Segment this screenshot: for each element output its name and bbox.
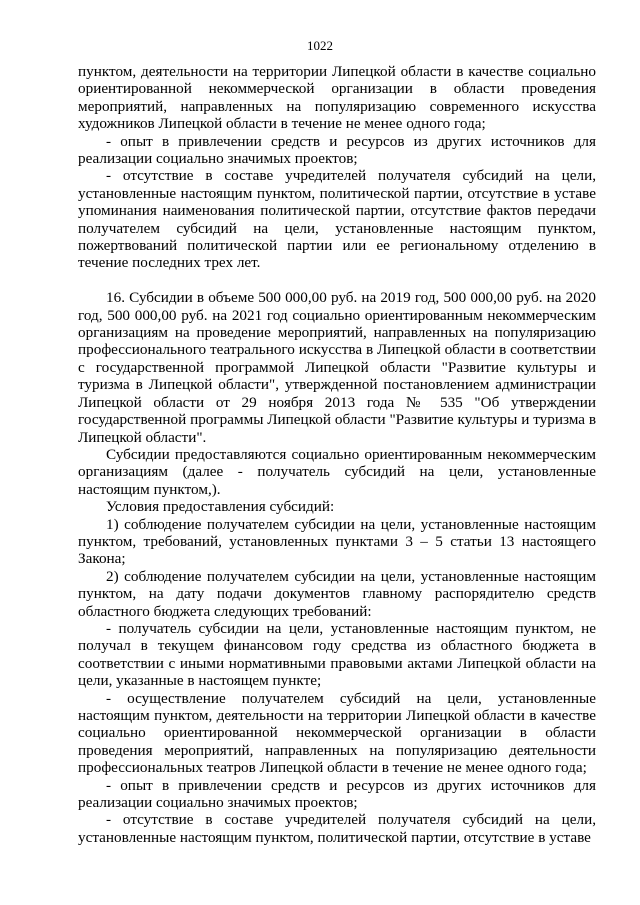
paragraph-5: Субсидии предоставляются социально ориентированным некоммерческим организациям (далее - получатель субсидий на цели, установленные настоящим пунктом,). <box>78 445 596 498</box>
paragraph-12: - отсутствие в составе учредителей получателя субсидий на цели, установленные настоящим пунктом, политической партии, отсутствие в уставе <box>78 811 596 846</box>
paragraph-6: Условия предоставления субсидий: <box>106 498 335 516</box>
paragraph-11: - опыт в привлечении средств и ресурсов из других источников для реализации социально значимых проектов; <box>78 776 596 812</box>
paragraph-8: 2) соблюдение получателем субсидии на цели, установленные настоящим пунктом, на дату подачи документов главному распорядителю средств областного бюджета следующих требований: <box>78 567 596 620</box>
paragraph-3: - отсутствие в составе учредителей получателя субсидий на цели, установленные настоящим пунктом, политической партии, отсутствие в уставе упоминания наименования политической партии, отсутствие фактов передачи получателем субсидий на цели, установленные настоящим пунктом, пожертвований политической партии или ее региональному отделению в течение последних трех лет. <box>78 167 596 272</box>
paragraph-7: 1) соблюдение получателем субсидии на цели, установленные настоящим пунктом, требований, установленных пунктами 3 – 5 статьи 13 настоящего Закона; <box>78 515 596 568</box>
document-body <box>78 63 596 846</box>
paragraph-10: - осуществление получателем субсидий на цели, установленные настоящим пунктом, деятельности на территории Липецкой области в качестве социально ориентированной некоммерческой организации в области проведения мероприятий, направленных на популяризацию деятельности профессиональных театров Липецкой области в течение не менее одного года; <box>78 689 596 777</box>
paragraph-section-16: 16. Субсидии в объеме 500 000,00 руб. на 2019 год, 500 000,00 руб. на 2020 год, 500 000,00 руб. на 2021 год социально ориентированным некоммерческим организациям на проведение мероприятий, направленных на популяризацию профессионального театрального искусства в Липецкой области в соответствии с государственной программой Липецкой области "Развитие культуры и туризма в Липецкой области", утвержденной постановлением администрации Липецкой области от 29 ноября 2013 года № 535 "Об утверждении государственной программы Липецкой области "Развитие культуры и туризма в Липецкой области". <box>78 289 596 446</box>
paragraph-9: - получатель субсидии на цели, установленные настоящим пунктом, не получал в текущем финансовом году средства из областного бюджета в соответствии с иными нормативными правовыми актами Липецкой области на цели, указанные в настоящем пункте; <box>78 619 596 690</box>
paragraph-2: - опыт в привлечении средств и ресурсов из других источников для реализации социально значимых проектов; <box>78 132 596 168</box>
paragraph-1: пунктом, деятельности на территории Липецкой области в качестве социально ориентированной некоммерческой организации в области проведения мероприятий, направленных на популяризацию современного искусства художников Липецкой области в течение не менее одного года; <box>78 63 596 133</box>
page-number: 1022 <box>307 38 333 53</box>
